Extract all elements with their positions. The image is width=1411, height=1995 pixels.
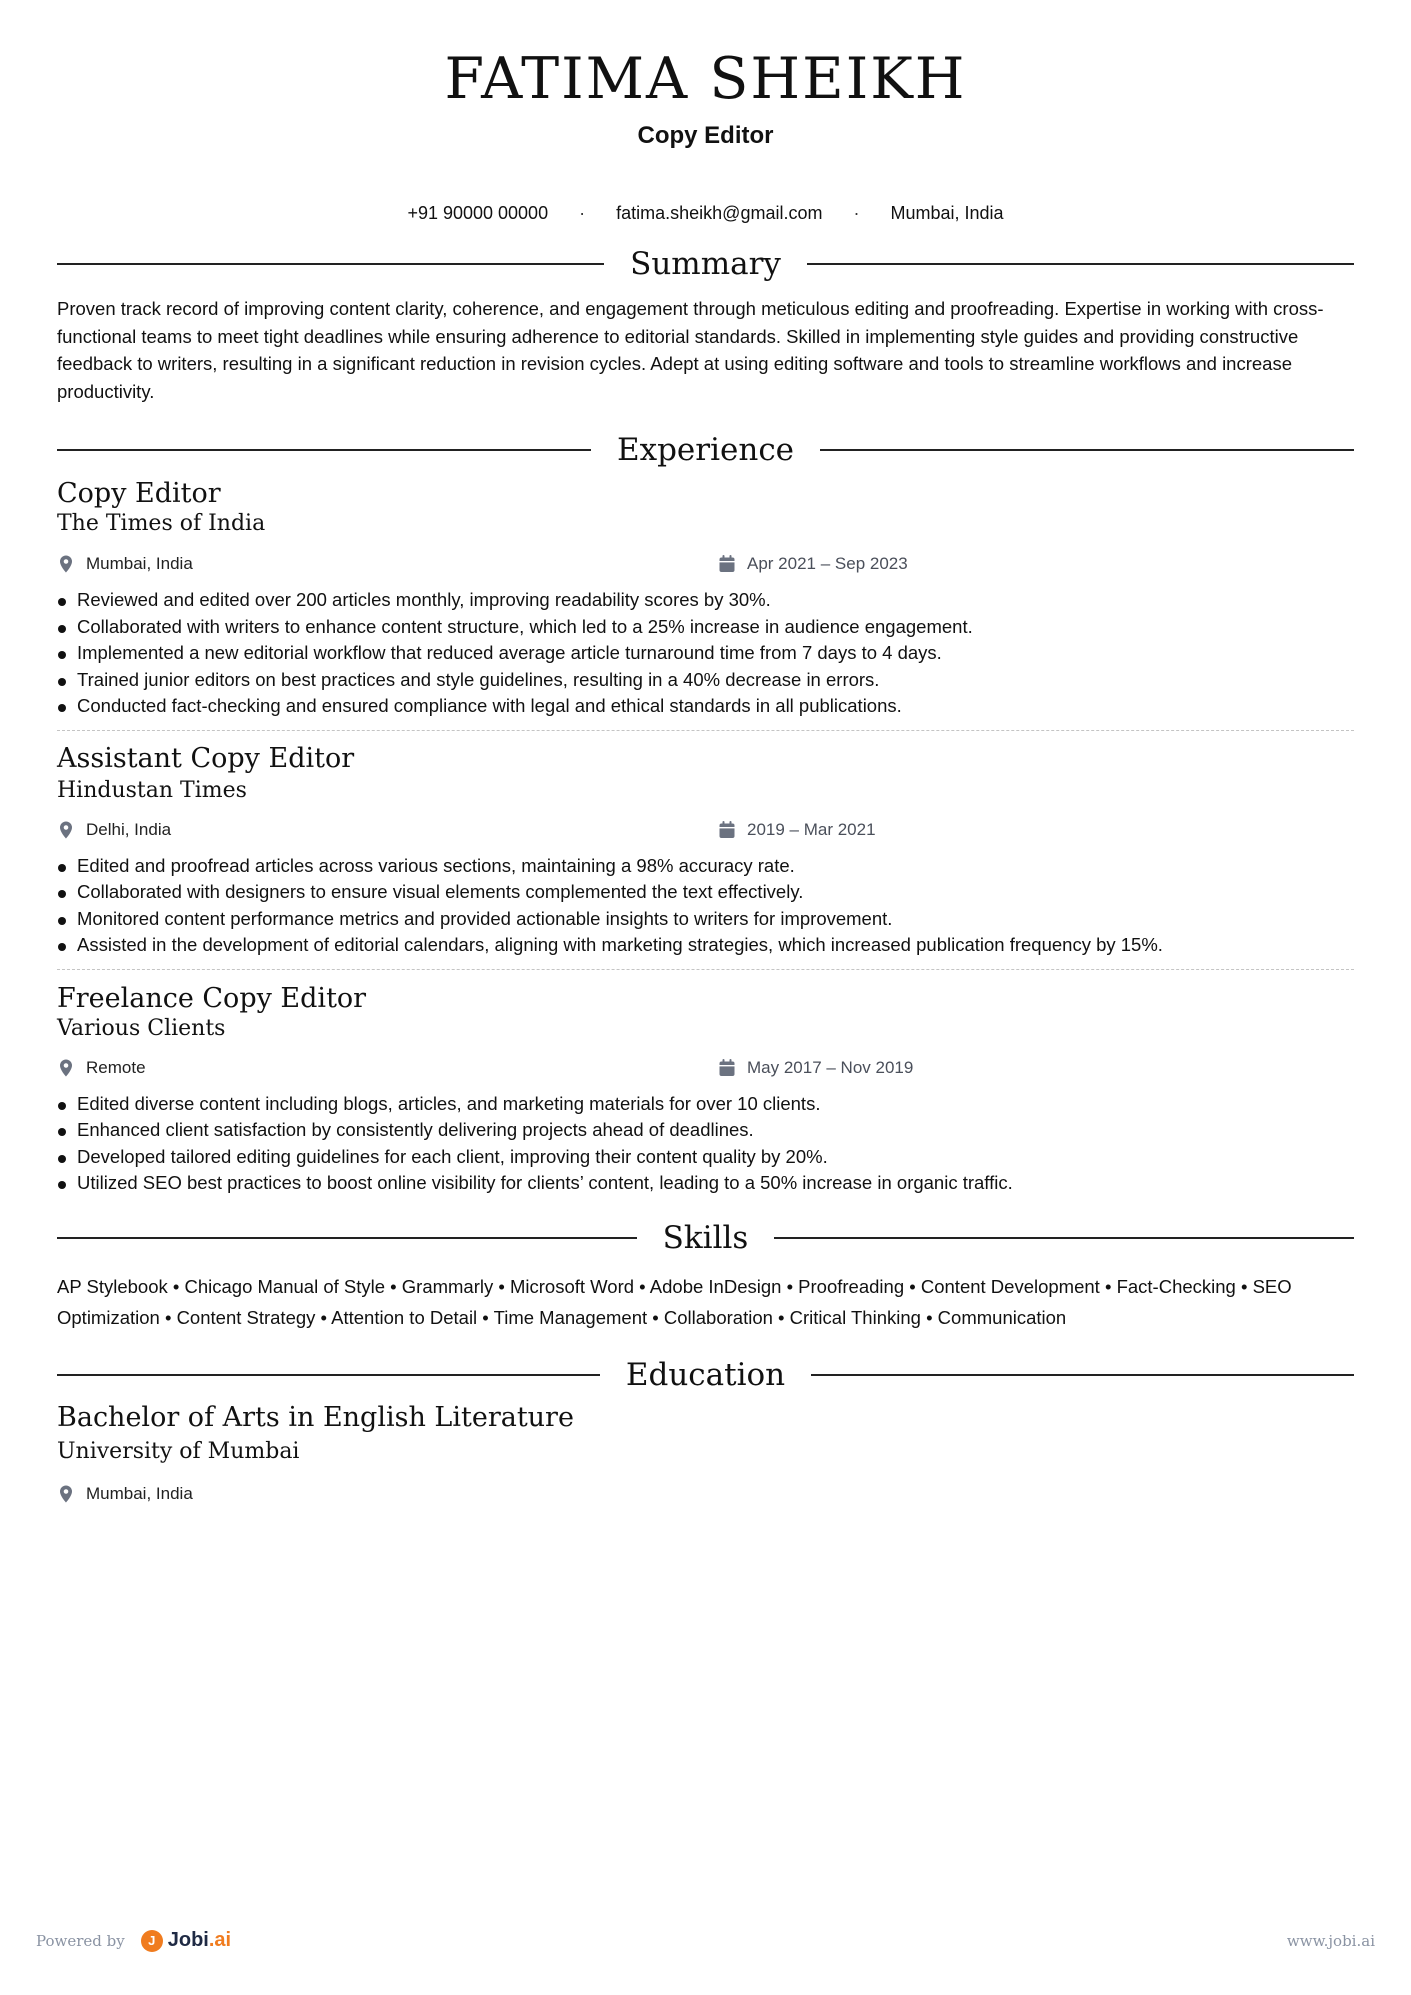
job-title: Assistant Copy Editor (57, 743, 355, 774)
education-degree: Bachelor of Arts in English Literature (57, 1402, 574, 1433)
section-experience-heading (57, 430, 1354, 470)
job-meta (57, 554, 1354, 578)
job-meta (57, 820, 1354, 844)
job-bullet: Enhanced client satisfaction by consistently delivering projects ahead of deadlines. (57, 1117, 754, 1144)
section-title: Summary (630, 246, 781, 282)
section-rule (57, 449, 591, 451)
map-pin-icon (57, 1484, 75, 1504)
job-title: Freelance Copy Editor (57, 983, 367, 1014)
candidate-name: FATIMA SHEIKH (444, 46, 967, 112)
contact-location: Mumbai, India (890, 203, 1004, 223)
calendar-icon (718, 1058, 736, 1078)
job-bullet: Utilized SEO best practices to boost online visibility for clients’ content, leading to a 50% increase in organic traffic. (57, 1170, 1013, 1197)
candidate-role: Copy Editor (637, 122, 774, 149)
section-education-heading (57, 1355, 1354, 1395)
section-title: Education (625, 1357, 786, 1393)
job-bullet: Assisted in the development of editorial calendars, aligning with marketing strategies, which increased publication frequency by 15%. (57, 932, 1163, 959)
section-skills-heading (57, 1218, 1354, 1258)
job-company: Various Clients (57, 1016, 226, 1041)
job-divider (57, 730, 1354, 731)
education-location (57, 1484, 193, 1504)
job-bullet: Conducted fact-checking and ensured compliance with legal and ethical standards in all publications. (57, 693, 902, 720)
job-divider (57, 969, 1354, 970)
job-bullet: Edited diverse content including blogs, articles, and marketing materials for over 10 clients. (57, 1091, 820, 1118)
section-rule (57, 263, 604, 265)
job-location-text: Delhi, India (86, 820, 172, 839)
contact-email: fatima.sheikh@gmail.com (616, 203, 823, 223)
job-title: Copy Editor (57, 478, 221, 509)
job-bullet: Collaborated with writers to enhance content structure, which led to a 25% increase in audience engagement. (57, 614, 973, 641)
job-dates (718, 820, 876, 840)
job-bullet: Reviewed and edited over 200 articles monthly, improving readability scores by 30%. (57, 587, 771, 614)
summary-text: Proven track record of improving content clarity, coherence, and engagement through meticulous editing and proofreading. Expertise in working with cross-functional teams to meet tight deadlines while ensuring adherence to editorial standards. Skilled in implementing style guides and providing constructive feedback to writers, resulting in a significant reduction in revision cycles. Adept at using editing software and tools to streamline workflows and increase productivity. (57, 298, 1324, 402)
job-location (57, 554, 193, 574)
job-location (57, 820, 171, 840)
jobi-logo-icon: J (141, 1930, 163, 1952)
job-bullet: Collaborated with designers to ensure visual elements complemented the text effectively. (57, 879, 803, 906)
section-rule (774, 1237, 1354, 1239)
footer-url-link[interactable]: www.jobi.ai (1286, 1932, 1375, 1950)
contact-separator: · (579, 203, 586, 223)
job-company: The Times of India (57, 511, 266, 536)
footer-powered-by[interactable] (36, 1929, 231, 1952)
job-dates-text: 2019 – Mar 2021 (747, 820, 876, 839)
calendar-icon (718, 820, 736, 840)
section-summary-heading (57, 244, 1354, 284)
jobi-brand (168, 1929, 231, 1952)
job-meta (57, 1058, 1354, 1082)
job-dates (718, 554, 908, 574)
job-location-text: Remote (86, 1058, 146, 1077)
job-bullet: Trained junior editors on best practices and style guidelines, resulting in a 40% decrease in errors. (57, 667, 879, 694)
job-bullet: Edited and proofread articles across various sections, maintaining a 98% accuracy rate. (57, 853, 795, 880)
job-location-text: Mumbai, India (86, 554, 193, 573)
calendar-icon (718, 554, 736, 574)
contact-line (57, 201, 1354, 225)
contact-phone: +91 90000 00000 (407, 203, 549, 223)
job-bullet: Developed tailored editing guidelines for each client, improving their content quality by 20%. (57, 1144, 828, 1171)
job-company: Hindustan Times (57, 778, 247, 803)
job-bullet: Monitored content performance metrics and provided actionable insights to writers for improvement. (57, 906, 892, 933)
job-dates (718, 1058, 913, 1078)
map-pin-icon (57, 820, 75, 840)
education-meta (57, 1484, 1354, 1508)
jobi-brand-main: Jobi (167, 1929, 209, 1951)
section-rule (57, 1237, 637, 1239)
education-school: University of Mumbai (57, 1439, 300, 1464)
skills-list: AP Stylebook • Chicago Manual of Style • Grammarly • Microsoft Word • Adobe InDesign • Proofreading • Content Development • Fact-Checking • SEO Optimization • Content Strategy • Attention to Detail • Time Management • Collaboration • Critical Thinking • Communication (57, 1276, 1292, 1328)
powered-by-text: Powered by (36, 1931, 125, 1950)
education-location-text: Mumbai, India (86, 1484, 193, 1503)
section-rule (811, 1374, 1354, 1376)
job-bullet: Implemented a new editorial workflow that reduced average article turnaround time from 7 days to 4 days. (57, 640, 942, 667)
jobi-brand-suffix: .ai (208, 1929, 232, 1951)
section-rule (820, 449, 1354, 451)
contact-separator: · (853, 203, 860, 223)
section-rule (57, 1374, 600, 1376)
map-pin-icon (57, 1058, 75, 1078)
section-rule (807, 263, 1354, 265)
section-title: Skills (662, 1220, 749, 1256)
job-dates-text: Apr 2021 – Sep 2023 (747, 554, 908, 573)
job-dates-text: May 2017 – Nov 2019 (747, 1058, 914, 1077)
map-pin-icon (57, 554, 75, 574)
section-title: Experience (616, 432, 795, 468)
job-location (57, 1058, 146, 1078)
